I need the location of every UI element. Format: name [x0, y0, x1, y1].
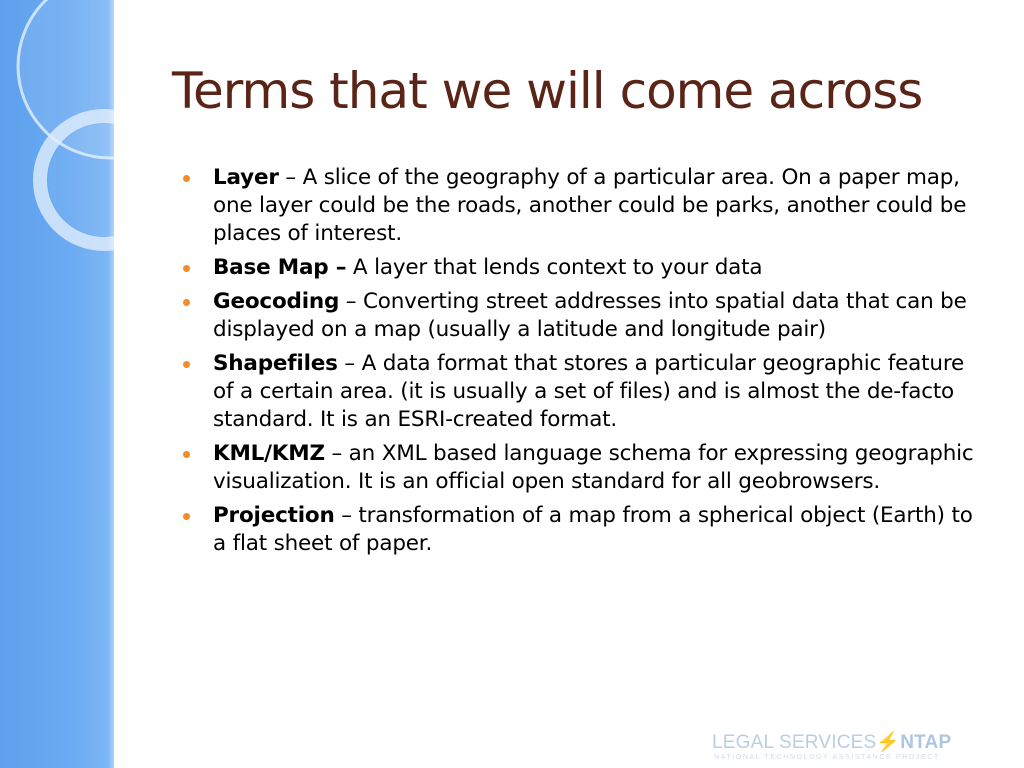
term-definition: – A data format that stores a particular geographic feature of a certain area. (it is usually a set of files) and is almost the de-facto standard. It is an ESRI-created format.	[213, 351, 965, 432]
term-definition: – A slice of the geography of a particular area. On a paper map, one layer could be the roads, another could be parks, another could be places of interest.	[213, 165, 967, 246]
term-name: Base Map –	[213, 255, 347, 280]
term-definition: – Converting street addresses into spatial data that can be displayed on a map (usually a latitude and longitude pair)	[213, 289, 967, 342]
bullet-icon	[183, 361, 190, 368]
logo-main-text: LEGAL SERVICES	[712, 732, 877, 753]
term-item-shapefiles	[183, 350, 983, 434]
term-item-projection	[183, 502, 983, 558]
slide-title: Terms that we will come across	[172, 62, 923, 120]
legal-services-ntap-logo	[712, 730, 962, 764]
term-item-layer	[183, 164, 983, 248]
bullet-icon	[183, 299, 190, 306]
term-name: KML/KMZ	[213, 441, 325, 466]
logo-wordmark	[712, 730, 951, 754]
bullet-icon	[183, 513, 190, 520]
term-name: Layer	[213, 165, 279, 190]
logo-subtitle: NATIONAL TECHNOLOGY ASSISTANCE PROJECT	[714, 754, 940, 761]
term-name: Shapefiles	[213, 351, 338, 376]
lightning-icon: ⚡	[876, 732, 901, 753]
side-band	[0, 0, 114, 768]
term-definition: – an XML based language schema for expressing geographic visualization. It is an official open standard for all geobrowsers.	[213, 441, 974, 494]
term-name: Projection	[213, 503, 335, 528]
term-item-geocoding	[183, 288, 983, 344]
decorative-circles	[0, 0, 114, 768]
term-item-kml-kmz	[183, 440, 983, 496]
term-item-base-map	[183, 254, 983, 282]
bullet-icon	[183, 265, 190, 272]
term-name: Geocoding	[213, 289, 340, 314]
term-definition: A layer that lends context to your data	[346, 255, 763, 280]
term-definition: – transformation of a map from a spherical object (Earth) to a flat sheet of paper.	[213, 503, 973, 556]
bullet-icon	[183, 175, 190, 182]
side-band-edge	[108, 0, 114, 768]
term-list	[183, 164, 983, 564]
bullet-icon	[183, 451, 190, 458]
logo-ntap-text: NTAP	[900, 732, 952, 753]
